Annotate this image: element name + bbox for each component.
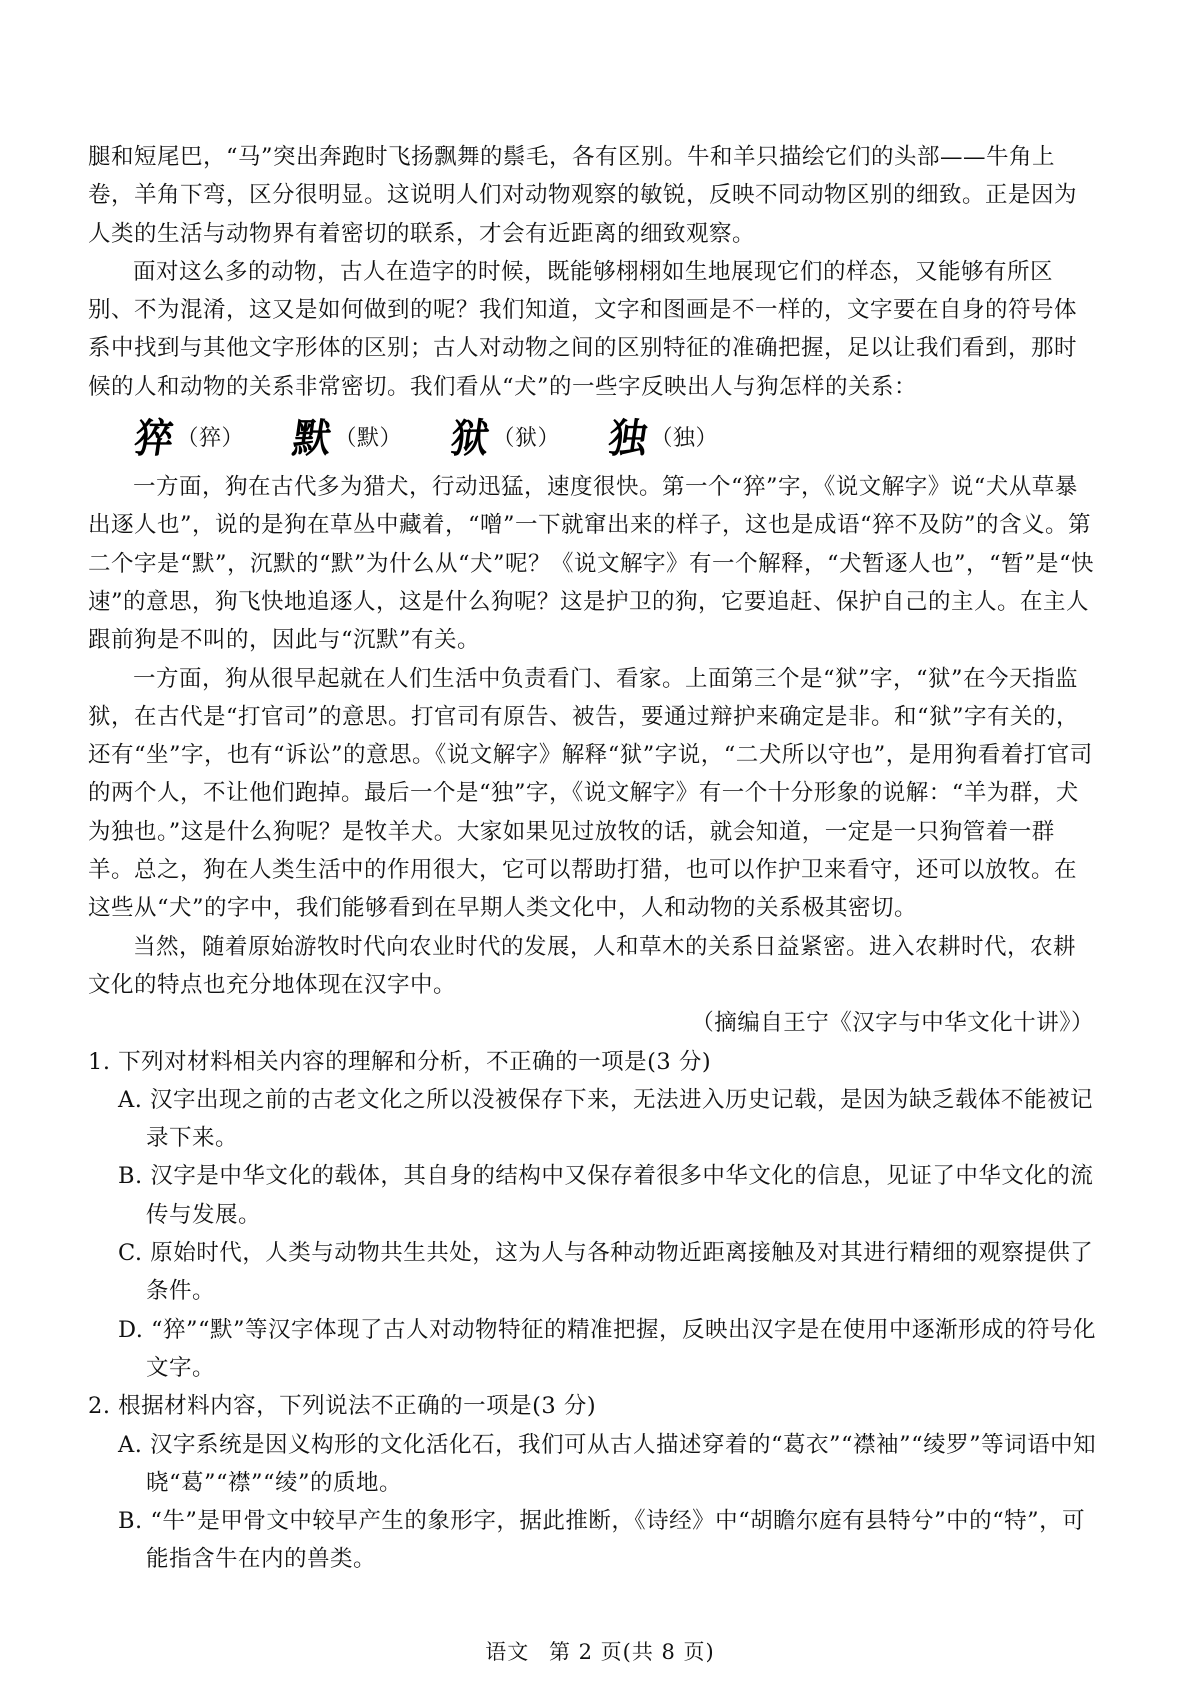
seal-char-yu xyxy=(447,415,561,463)
seal-label: （独） xyxy=(650,425,719,451)
option-text: B. 汉字是中华文化的载体，其自身的结构中又保存着很多中华文化的信息，见证了中华文化的流传与发展。 xyxy=(118,1163,1094,1228)
page-footer xyxy=(0,1636,1200,1666)
seal-script-row xyxy=(88,408,1098,470)
option-a xyxy=(88,1426,1098,1503)
footer-subject: 语文 xyxy=(485,1640,530,1664)
footer-page-number: 第 2 页(共 8 页) xyxy=(548,1640,715,1664)
page-content xyxy=(88,138,1098,1579)
seal-glyph-image: 独 xyxy=(605,415,651,463)
paragraph: 一方面，狗在古代多为猎犬，行动迅猛，速度很快。第一个“猝”字，《说文解字》说“犬从草暴出逐人也”，说的是狗在草丛中藏着，“噌”一下就窜出来的样子，这也是成语“猝不及防”的含义。第二个字是“默”，沉默的“默”为什么从“犬”呢？《说文解字》有一个解释，“犬暂逐人也”，“暂”是“快速”的意思，狗飞快地追逐人，这是什么狗呢？这是护卫的狗，它要追赶、保护自己的主人。在主人跟前狗是不叫的，因此与“沉默”有关。 xyxy=(88,474,1095,654)
seal-label: （猝） xyxy=(176,425,245,451)
paragraph: 面对这么多的动物，古人在造字的时候，既能够栩栩如生地展现它们的样态，又能够有所区别、不为混淆，这又是如何做到的呢？我们知道，文字和图画是不一样的，文字要在自身的符号体系中找到与其他文字形体的区别；古人对动物之间的区别特征的准确把握，足以让我们看到，那时候的人和动物的关系非常密切。我们看从“犬”的一些字反映出人与狗怎样的关系： xyxy=(88,258,1078,400)
question-stem: 1. 下列对材料相关内容的理解和分析，不正确的一项是(3 分) xyxy=(88,1048,712,1075)
seal-glyph-image: 狱 xyxy=(447,415,493,463)
paragraph-continued: 腿和短尾巴，“马”突出奔跑时飞扬飘舞的鬃毛，各有区别。牛和羊只描绘它们的头部——牛角上卷，羊角下弯，区分很明显。这说明人们对动物观察的敏锐，反映不同动物区别的细致。正是因为人类的生活与动物界有着密切的联系，才会有近距离的细致观察。 xyxy=(88,144,1078,247)
seal-char-cu xyxy=(131,415,245,463)
option-a xyxy=(88,1081,1098,1158)
seal-glyph-image: 猝 xyxy=(131,415,177,463)
paragraph: 当然，随着原始游牧时代向农业时代的发展，人和草木的关系日益紧密。进入农耕时代，农耕文化的特点也充分地体现在汉字中。 xyxy=(88,933,1077,998)
seal-char-mo xyxy=(289,415,403,463)
option-text: A. 汉字出现之前的古老文化之所以没被保存下来，无法进入历史记载，是因为缺乏载体不能被记录下来。 xyxy=(118,1086,1094,1152)
option-text: A. 汉字系统是因义构形的文化活化石，我们可从古人描述穿着的“葛衣”“襟袖”“绫罗”等词语中知晓“葛”“襟”“绫”的质地。 xyxy=(118,1431,1097,1496)
option-text: C. 原始时代，人类与动物共生共处，这为人与各种动物近距离接触及对其进行精细的观察提供了条件。 xyxy=(118,1240,1094,1305)
option-b xyxy=(88,1502,1098,1579)
option-text: B. “牛”是甲骨文中较早产生的象形字，据此推断，《诗经》中“胡瞻尔庭有县特兮”中的“特”，可能指含牛在内的兽类。 xyxy=(118,1508,1086,1573)
question-stem: 2. 根据材料内容，下列说法不正确的一项是(3 分) xyxy=(88,1393,597,1420)
paragraph: 一方面，狗从很早起就在人们生活中负责看门、看家。上面第三个是“狱”字，“狱”在今天指监狱，在古代是“打官司”的意思。打官司有原告、被告，要通过辩护来确定是非。和“狱”字有关的，还有“坐”字，也有“诉讼”的意思。《说文解字》解释“狱”字说，“二犬所以守也”，是用狗看着打官司的两个人，不让他们跑掉。最后一个是“独”字，《说文解字》有一个十分形象的说解：“羊为群，犬为独也。”这是什么狗呢？是牧羊犬。大家如果见过放牧的话，就会知道，一定是一只狗管着一群羊。总之，狗在人类生活中的作用很大，它可以帮助打猎，也可以作护卫来看守，还可以放牧。在这些从“犬”的字中，我们能够看到在早期人类文化中，人和动物的关系极其密切。 xyxy=(88,665,1093,922)
question-2 xyxy=(88,1387,1098,1578)
option-d xyxy=(88,1311,1098,1388)
option-text: D. “猝”“默”等汉字体现了古人对动物特征的精准把握，反映出汉字是在使用中逐渐形成的符号化文字。 xyxy=(118,1316,1097,1381)
option-b xyxy=(88,1157,1098,1234)
question-1 xyxy=(88,1043,1098,1388)
option-c xyxy=(88,1234,1098,1311)
seal-char-du xyxy=(605,415,719,463)
seal-glyph-image: 默 xyxy=(289,415,335,463)
seal-label: （默） xyxy=(334,425,403,451)
source-citation: （摘编自王宁《汉字与中华文化十讲》） xyxy=(691,1010,1094,1037)
seal-label: （狱） xyxy=(492,425,561,451)
